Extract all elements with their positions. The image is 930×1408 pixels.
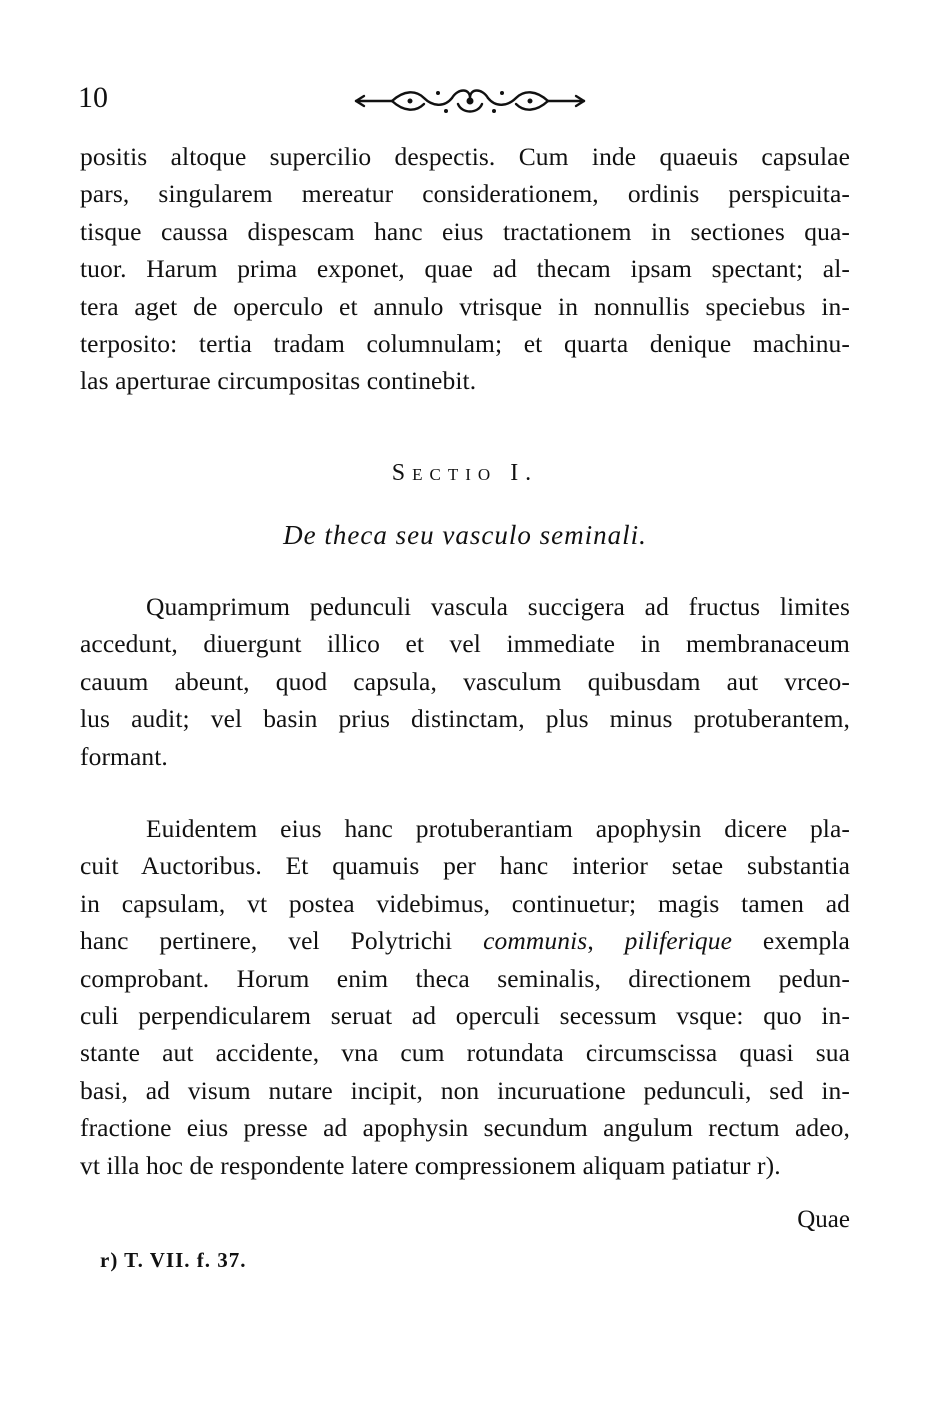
text-line: fractione eius presse ad apophysin secundum angulum rectum adeo,	[80, 1113, 850, 1143]
paragraph-1	[80, 588, 850, 775]
text-line: Euidentem eius hanc protuberantiam apophysin dicere pla-	[146, 814, 850, 843]
text-line: stante aut accidente, vna cum rotundata circumscissa quasi sua	[80, 1038, 850, 1068]
catchword: Quae	[797, 1206, 850, 1233]
floral-ornament-icon	[352, 84, 588, 118]
text-line: positis altoque supercilio despectis. Cum inde quaeuis capsulae	[80, 142, 850, 171]
intro-paragraph	[80, 138, 850, 400]
text-line: in capsulam, vt postea videbimus, continuetur; magis tamen ad	[80, 888, 850, 918]
text-line: las aperturae circumpositas continebit.	[80, 366, 477, 396]
text-line: vt illa hoc de respondente latere compressionem aliquam patiatur r).	[80, 1150, 781, 1180]
text-line: culi perpendicularem seruat ad operculi secessum vsque: quo in-	[80, 1000, 850, 1030]
text-line: tisque caussa dispescam hanc eius tractationem in sectiones qua-	[80, 216, 850, 246]
text-span: hanc pertinere, vel Polytrichi	[80, 926, 453, 956]
text-line: lus audit; vel basin prius distinctam, plus minus protuberantem,	[80, 704, 850, 734]
footnote: r) T. VII. f. 37.	[100, 1248, 247, 1272]
text-line: formant.	[80, 741, 168, 771]
text-line: tuor. Harum prima exponet, quae ad thecam ipsam spectant; al-	[80, 254, 850, 284]
text-span: ,	[587, 926, 625, 956]
text-line: accedunt, diuergunt illico et vel immediate in membranaceum	[80, 629, 850, 659]
text-line: comprobant. Horum enim theca seminalis, directionem pedun-	[80, 963, 850, 993]
text-line: Quamprimum pedunculi vascula succigera ad fructus limites	[146, 592, 850, 621]
text-line: basi, ad visum nutare incipit, non incuruatione pedunculi, sed in-	[80, 1075, 850, 1105]
text-line: pars, singularem mereatur considerationem, ordinis perspicuita-	[80, 179, 850, 209]
italic-term: piliferique	[624, 926, 733, 956]
text-line: tera aget de operculo et annulo vtrisque in nonnullis speciebus in-	[80, 291, 850, 321]
text-line: terposito: tertia tradam columnulam; et quarta denique machinu-	[80, 328, 850, 358]
text-line: cauum abeunt, quod capsula, vasculum quibusdam aut vrceo-	[80, 666, 850, 696]
page-number: 10	[78, 81, 108, 114]
text-span: exempla	[732, 926, 850, 956]
text-line	[80, 922, 850, 959]
section-subtitle: De theca seu vasculo seminali.	[283, 520, 647, 550]
text-line: cuit Auctoribus. Et quamuis per hanc interior setae substantia	[80, 851, 850, 881]
section-heading: Sectio I.	[391, 460, 539, 486]
italic-term: communis	[483, 926, 588, 956]
paragraph-2	[80, 810, 850, 1184]
